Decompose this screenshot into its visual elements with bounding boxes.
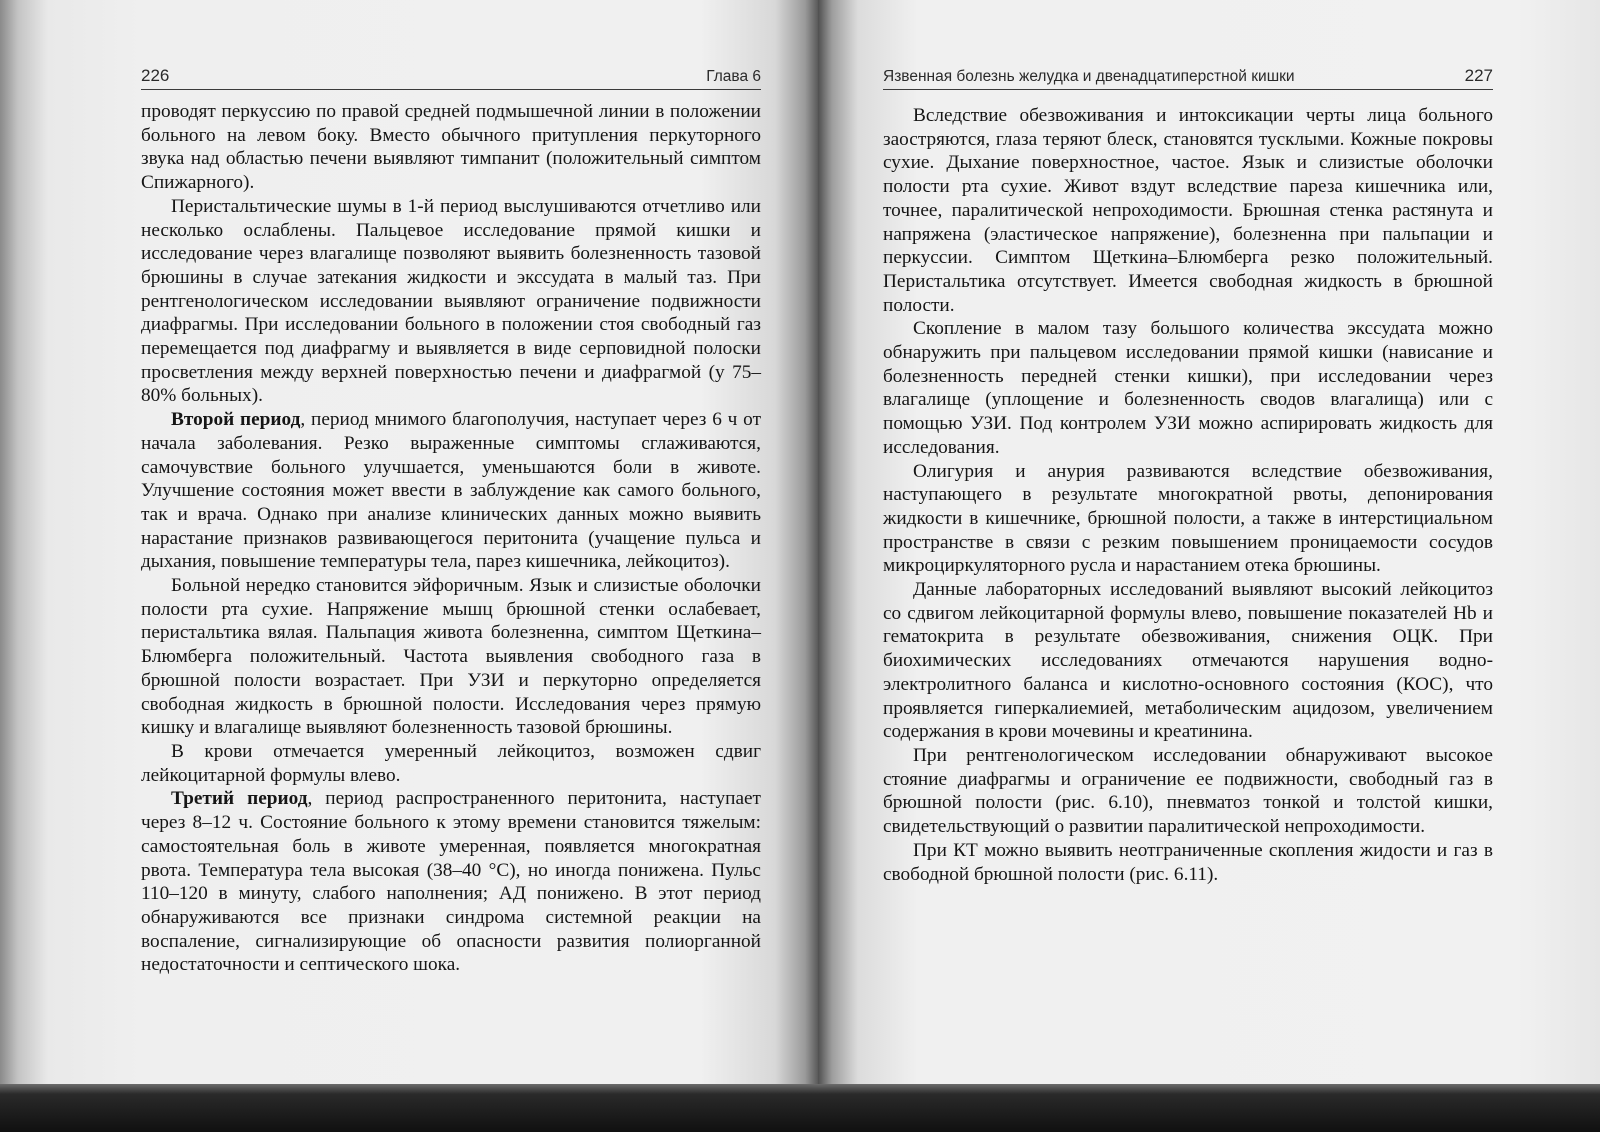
paragraph-text: Вследствие обезвоживания и интоксикации черты лица больного заостряются, глаза теряют блеск, становятся тусклыми. Кожные покровы сухие. Дыхание поверхностное, частое. Язык и слизистые оболочки полости рта сухие. Живот вздут вследствие пареза кишечника или, точнее, паралитической непроходимости. Брюшная стенка растянута и напряжена (эластическое напряжение), болезненна при пальпации и перкуссии. Симптом Щеткина–Блюмберга резко положительный. Перистальтика отсутствует. Имеется свободная жидкость в брюшной полости. bbox=[883, 105, 1493, 316]
left-page-number: 226 bbox=[141, 66, 170, 85]
left-chapter-title: Глава 6 bbox=[706, 68, 761, 85]
paragraph-text: Олигурия и анурия развиваются вследствие обезвоживания, наступающего в результате многократной рвоты, депонирования жидкости в кишечнике, брюшной полости, а также в интерстициальном пространстве в связи с резким повышением проницаемости сосудов микроциркуляторного русла и нарастанием отека брюшины. bbox=[883, 460, 1493, 577]
paragraph bbox=[141, 740, 761, 787]
paragraph-text: Больной нередко становится эйфоричным. Язык и слизистые оболочки полости рта сухие. Напряжение мышц брюшной стенки ослабевает, перистальтика вялая. Пальпация живота болезненна, симптом Щеткина–Блюмберга положительный. Частота выявления свободного газа в брюшной полости возрастает. При УЗИ и перкуторно определяется свободная жидкость в брюшной полости. Исследования через прямую кишку и влагалище выявляют болезненность тазовой брюшины. bbox=[141, 575, 761, 739]
right-body-text bbox=[883, 104, 1493, 886]
paragraph bbox=[883, 460, 1493, 579]
paragraph-text: При КТ можно выявить неотграниченные скопления жидости и газ в свободной брюшной полости (рис. 6.11). bbox=[883, 839, 1493, 885]
paragraph bbox=[883, 317, 1493, 459]
paragraph bbox=[883, 104, 1493, 317]
paragraph-text: , период мнимого благополучия, наступает через 6 ч от начала заболевания. Резко выраженные симптомы сглаживаются, самочувствие больного улучшается, уменьшаются боли в животе. Улучшение состояния может ввести в заблуждение как самого больного, так и врача. Однако при анализе клинических данных можно выявить нарастание признаков развивающегося перитонита (учащение пульса и дыхания, повышение температуры тела, парез кишечника, лейкоцитоз). bbox=[141, 409, 761, 573]
right-page-number: 227 bbox=[1464, 66, 1493, 85]
paragraph-text: Скопление в малом тазу большого количества экссудата можно обнаружить при пальцевом исследовании прямой кишки (нависание и болезненность передней стенки кишки), при исследовании через влагалище (уплощение и болезненность сводов влагалища) или с помощью УЗИ. Под контролем УЗИ можно аспирировать жидкость для исследования. bbox=[883, 318, 1493, 458]
paragraph-text: проводят перкуссию по правой средней подмышечной линии в положении больного на левом боку. Вместо обычного притупления перкуторного звука над областью печени выявляют тимпанит (положительный симптом Спижарного). bbox=[141, 101, 761, 194]
period-heading: Второй период bbox=[171, 409, 301, 431]
period-heading: Третий период bbox=[171, 788, 308, 810]
right-running-head bbox=[883, 62, 1493, 90]
paragraph bbox=[141, 408, 761, 574]
paragraph bbox=[141, 787, 761, 977]
paragraph bbox=[141, 574, 761, 740]
left-page bbox=[0, 0, 818, 1090]
right-page bbox=[818, 0, 1600, 1090]
paragraph bbox=[883, 839, 1493, 886]
paragraph-text: , период распространенного перитонита, наступает через 8–12 ч. Состояние больного к этому времени становится тяжелым: самостоятельная боль в животе умеренная, появляется многократная рвота. Температура тела высокая (38–40 °С), но иногда понижена. Пульс 110–120 в минуту, слабого наполнения; АД понижено. В этот период обнаруживаются все признаки синдрома системной реакции на воспаление, сигнализирующие об опасности развития полиорганной недостаточности и септического шока. bbox=[141, 788, 761, 976]
paragraph bbox=[141, 100, 761, 195]
paragraph-text: Перистальтические шумы в 1-й период выслушиваются отчетливо или несколько ослаблены. Пальцевое исследование прямой кишки и исследование через влагалище позволяют выявить болезненность тазовой брюшины в случае затекания жидкости и экссудата в малый таз. При рентгенологическом исследовании выявляют ограничение подвижности диафрагмы. При исследовании больного в положении стоя свободный газ перемещается под диафрагму и выявляется в виде серповидной полоски просветления между верхней поверхностью печени и диафрагмой (у 75–80% больных). bbox=[141, 195, 761, 407]
paragraph bbox=[141, 195, 761, 408]
paragraph-text: Данные лабораторных исследований выявляют высокий лейкоцитоз со сдвигом лейкоцитарной формулы влево, повышение показателей Hb и гематокрита в результате обезвоживания, снижения ОЦК. При биохимических исследованиях отмечаются нарушения водно-электролитного баланса и кислотно-основного состояния (КОС), что проявляется гиперкалиемией, метаболическим ацидозом, увеличением содержания в крови мочевины и креатинина. bbox=[883, 579, 1493, 743]
right-chapter-title: Язвенная болезнь желудка и двенадцатиперстной кишки bbox=[883, 68, 1295, 85]
left-running-head bbox=[141, 62, 761, 90]
paragraph bbox=[883, 744, 1493, 839]
book-bottom-edge bbox=[0, 1084, 1600, 1132]
paragraph bbox=[883, 578, 1493, 744]
paragraph-text: В крови отмечается умеренный лейкоцитоз, возможен сдвиг лейкоцитарной формулы влево. bbox=[141, 740, 761, 786]
paragraph-text: При рентгенологическом исследовании обнаруживают высокое стояние диафрагмы и ограничение ее подвижности, свободный газ в брюшной полости (рис. 6.10), пневматоз тонкой и толстой кишки, свидетельствующий о развитии паралитической непроходимости. bbox=[883, 744, 1493, 838]
left-body-text bbox=[141, 100, 761, 977]
